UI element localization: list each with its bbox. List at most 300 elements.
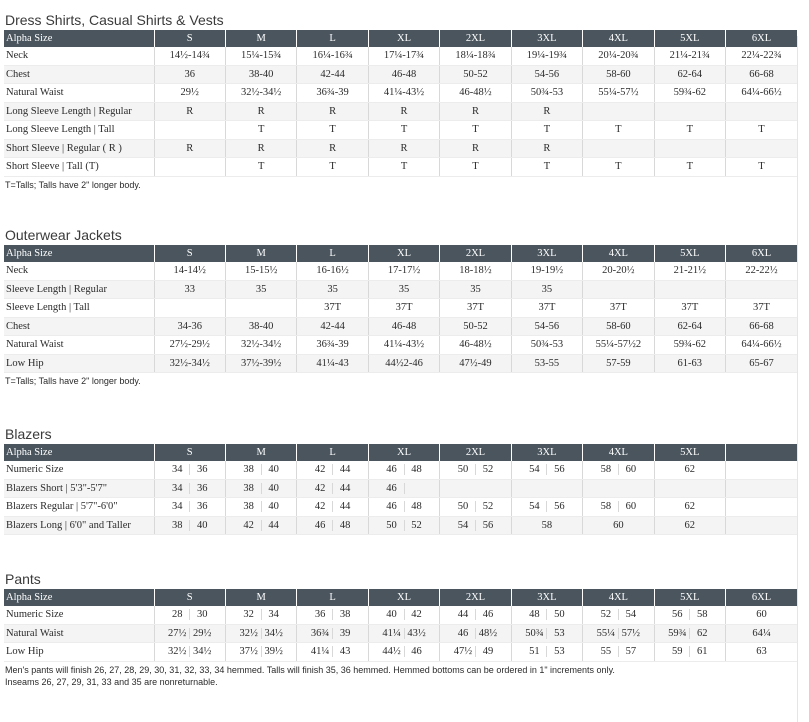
value-pair — [297, 646, 367, 657]
table-row — [4, 102, 797, 121]
value-pair — [440, 646, 510, 657]
value-pair — [155, 646, 225, 657]
size-cell: 58-60 — [583, 65, 654, 84]
value-pair — [440, 464, 510, 475]
size-header: 2XL — [440, 245, 511, 262]
size-cell: 27½-29½ — [154, 336, 225, 355]
size-cell — [511, 461, 582, 479]
size-cell: 37T — [297, 299, 368, 318]
size-cell: 36¾-39 — [297, 336, 368, 355]
cell-value: 54 — [529, 464, 540, 476]
cell-value: 60 — [613, 519, 624, 531]
table-row — [4, 65, 797, 84]
cell-value: 46 — [457, 627, 469, 639]
cell-value: 43 — [332, 646, 357, 657]
cell-value: 52 — [475, 501, 500, 512]
cell-value: 50 — [457, 501, 469, 513]
size-cell — [154, 479, 225, 498]
size-cell — [654, 461, 725, 479]
size-header: L — [297, 245, 368, 262]
size-cell — [726, 102, 798, 121]
size-cell — [297, 516, 368, 535]
cell-value: 60 — [756, 609, 767, 621]
section-title: Blazers — [5, 426, 52, 442]
size-cell — [440, 606, 511, 624]
size-cell: R — [511, 102, 582, 121]
value-pair — [583, 609, 653, 620]
value-pair — [226, 464, 296, 475]
cell-value: 44 — [332, 464, 357, 475]
table-header-row — [4, 30, 797, 47]
row-label: Natural Waist — [4, 84, 154, 103]
size-cell: 66-68 — [726, 65, 798, 84]
size-cell: 54-56 — [511, 65, 582, 84]
size-cell — [726, 606, 798, 624]
size-cell: R — [368, 102, 439, 121]
value-pair — [369, 501, 439, 512]
value-pair — [369, 628, 439, 639]
size-cell — [726, 461, 798, 479]
size-header: 2XL — [440, 30, 511, 47]
size-cell — [583, 280, 654, 299]
size-header: S — [154, 444, 225, 461]
size-cell — [654, 139, 725, 158]
size-cell: 58-60 — [583, 317, 654, 336]
cell-value: 32 — [243, 609, 254, 621]
size-header: XL — [368, 245, 439, 262]
table-row — [4, 139, 797, 158]
size-header: M — [225, 245, 296, 262]
size-cell: R — [297, 139, 368, 158]
size-cell: 66-68 — [726, 317, 798, 336]
cell-value: 58 — [600, 501, 612, 513]
size-cell: 36¾-39 — [297, 84, 368, 103]
size-cell: 50-52 — [440, 65, 511, 84]
table-row — [4, 606, 797, 624]
value-pair — [226, 501, 296, 512]
value-pair — [297, 501, 367, 512]
cell-value: 38 — [243, 501, 254, 513]
size-cell: 18-18½ — [440, 262, 511, 280]
value-pair — [155, 483, 225, 494]
pants-note-inseams: Inseams 26, 27, 29, 31, 33 and 35 are nonreturnable. — [5, 676, 218, 687]
cell-value: 34½ — [189, 646, 214, 657]
size-cell — [583, 498, 654, 517]
size-header: 3XL — [511, 30, 582, 47]
size-cell: 16¼-16¾ — [297, 47, 368, 65]
row-label: Numeric Size — [4, 606, 154, 624]
size-cell: 46-48½ — [440, 336, 511, 355]
size-cell — [583, 643, 654, 662]
size-cell — [583, 479, 654, 498]
value-pair — [226, 628, 296, 639]
size-cell: 59¾-62 — [654, 336, 725, 355]
size-cell — [154, 158, 225, 177]
cell-value: 46 — [386, 464, 397, 476]
value-pair — [226, 483, 296, 494]
size-cell: 35 — [225, 280, 296, 299]
row-label: Blazers Short | 5'3"-5'7" — [4, 479, 154, 498]
table-row — [4, 643, 797, 662]
size-cell: R — [154, 102, 225, 121]
size-cell — [225, 606, 296, 624]
value-pair — [297, 464, 367, 475]
size-cell: 44½2-46 — [368, 354, 439, 373]
size-cell: 14½-14¾ — [154, 47, 225, 65]
value-pair — [369, 483, 439, 494]
row-label: Natural Waist — [4, 624, 154, 643]
cell-value: 40 — [189, 520, 214, 531]
size-cell: 42-44 — [297, 65, 368, 84]
size-cell: 37T — [654, 299, 725, 318]
size-header: 5XL — [654, 30, 725, 47]
size-cell — [583, 461, 654, 479]
value-pair — [297, 483, 367, 494]
size-cell: 32½-34½ — [225, 336, 296, 355]
cell-value: 42 — [314, 501, 326, 513]
table-header-row — [4, 444, 797, 461]
value-pair — [655, 628, 725, 639]
size-cell — [225, 299, 296, 318]
size-cell: T — [368, 121, 439, 140]
size-header: 4XL — [583, 444, 654, 461]
cell-value: 48 — [404, 501, 429, 512]
size-cell: 62-64 — [654, 317, 725, 336]
size-cell: R — [440, 102, 511, 121]
cell-value: 39½ — [261, 646, 286, 657]
table-row — [4, 516, 797, 535]
cell-value: 50¾ — [525, 627, 544, 639]
size-cell — [368, 461, 439, 479]
pants-note: Men's pants will finish 26, 27, 28, 29, 30, 31, 32, 33, 34 hemmed. Talls will finish 35, 36 hemmed. Hemmed bottoms can be ordered in 1" increments only. — [5, 664, 615, 675]
size-cell: 55¼-57½ — [583, 84, 654, 103]
talls-note: T=Talls; Talls have 2" longer body. — [5, 376, 141, 386]
size-cell — [654, 280, 725, 299]
size-cell — [154, 461, 225, 479]
size-cell: T — [440, 121, 511, 140]
cell-value: 29½ — [189, 628, 214, 639]
table-row — [4, 158, 797, 177]
size-cell: 46-48½ — [440, 84, 511, 103]
table-row — [4, 121, 797, 140]
value-pair — [583, 646, 653, 657]
size-cell — [368, 498, 439, 517]
cell-value: 58 — [689, 609, 714, 620]
cell-value: 44 — [332, 483, 357, 494]
row-label: Low Hip — [4, 354, 154, 373]
size-cell — [511, 479, 582, 498]
value-pair — [655, 609, 725, 620]
cell-value: 34½ — [261, 628, 286, 639]
cell-value: 62 — [684, 519, 696, 531]
size-cell — [154, 299, 225, 318]
cell-value: 50 — [546, 609, 571, 620]
cell-value: 46 — [386, 501, 397, 513]
size-cell: 14-14½ — [154, 262, 225, 280]
size-cell: T — [297, 158, 368, 177]
cell-value: 56 — [672, 609, 683, 621]
size-cell — [654, 102, 725, 121]
table-row — [4, 479, 797, 498]
size-cell: 17-17½ — [368, 262, 439, 280]
cell-value: 32½ — [239, 627, 258, 639]
size-cell: 20¼-20¾ — [583, 47, 654, 65]
cell-value: 60 — [618, 501, 643, 512]
size-cell: R — [225, 139, 296, 158]
cell-value: 34 — [171, 501, 183, 513]
row-label: Blazers Long | 6'0" and Taller — [4, 516, 154, 535]
size-cell: 35 — [440, 280, 511, 299]
pants-section — [4, 569, 797, 688]
cell-value: 53 — [546, 628, 571, 639]
value-pair — [583, 628, 653, 639]
size-cell: 37T — [511, 299, 582, 318]
size-header: 3XL — [511, 589, 582, 606]
size-cell — [654, 516, 725, 535]
cell-value: 51 — [529, 646, 540, 658]
size-cell: 37T — [368, 299, 439, 318]
size-cell: R — [225, 102, 296, 121]
cell-value: 58 — [541, 519, 553, 531]
size-cell — [511, 516, 582, 535]
cell-value: 46 — [386, 482, 397, 494]
size-cell: 35 — [368, 280, 439, 299]
cell-value: 40 — [261, 464, 286, 475]
size-cell — [297, 624, 368, 643]
cell-value: 49 — [475, 646, 500, 657]
cell-value: 34 — [171, 482, 183, 494]
cell-value: 57 — [618, 646, 643, 657]
size-cell: 38-40 — [225, 65, 296, 84]
size-cell: R — [511, 139, 582, 158]
table-row — [4, 280, 797, 299]
size-header: 6XL — [726, 30, 798, 47]
cell-value: 40 — [261, 483, 286, 494]
size-cell — [583, 139, 654, 158]
size-cell — [440, 498, 511, 517]
cell-value: 36 — [314, 609, 326, 621]
size-cell: 65-67 — [726, 354, 798, 373]
size-cell: R — [368, 139, 439, 158]
size-cell: T — [726, 121, 798, 140]
size-cell — [297, 606, 368, 624]
size-header: 3XL — [511, 444, 582, 461]
cell-value: 48 — [529, 609, 540, 621]
cell-value: 44 — [457, 609, 469, 621]
size-cell: 35 — [297, 280, 368, 299]
value-pair — [297, 628, 367, 639]
size-header: S — [154, 245, 225, 262]
size-header: 4XL — [583, 245, 654, 262]
size-cell — [440, 643, 511, 662]
size-header: 6XL — [726, 589, 798, 606]
size-cell — [368, 479, 439, 498]
size-cell: T — [583, 121, 654, 140]
table-row — [4, 336, 797, 355]
size-header: M — [225, 444, 296, 461]
size-cell — [511, 643, 582, 662]
size-cell — [726, 280, 798, 299]
cell-value: 60 — [618, 464, 643, 475]
cell-value: 34 — [261, 609, 286, 620]
table-row — [4, 624, 797, 643]
size-cell: T — [654, 121, 725, 140]
cell-value: 61 — [689, 646, 714, 657]
row-label: Neck — [4, 47, 154, 65]
size-cell: 22¼-22¾ — [726, 47, 798, 65]
size-header — [726, 444, 798, 461]
size-cell — [654, 643, 725, 662]
size-cell: 46-48 — [368, 317, 439, 336]
size-cell: 19¼-19¾ — [511, 47, 582, 65]
size-cell — [225, 498, 296, 517]
value-pair — [369, 609, 439, 620]
size-header: 5XL — [654, 444, 725, 461]
row-label: Natural Waist — [4, 336, 154, 355]
size-cell — [654, 479, 725, 498]
size-header: 2XL — [440, 589, 511, 606]
size-header: M — [225, 589, 296, 606]
table-header-row — [4, 245, 797, 262]
cell-value: 44½ — [382, 646, 401, 658]
size-cell — [511, 498, 582, 517]
size-cell — [225, 461, 296, 479]
value-pair — [226, 609, 296, 620]
cell-value: 42 — [243, 519, 254, 531]
size-cell: 42-44 — [297, 317, 368, 336]
cell-value: 62 — [684, 501, 696, 513]
size-cell: T — [511, 158, 582, 177]
cell-value: 59¾ — [668, 627, 687, 639]
cell-value: 44 — [261, 520, 286, 531]
table-row — [4, 262, 797, 280]
size-cell — [583, 102, 654, 121]
value-pair — [297, 520, 367, 531]
header-label: Alpha Size — [4, 589, 154, 606]
size-cell: 41¼-43½ — [368, 84, 439, 103]
size-cell: 19-19½ — [511, 262, 582, 280]
size-header: 6XL — [726, 245, 798, 262]
size-cell — [225, 643, 296, 662]
size-cell — [583, 624, 654, 643]
size-header: 3XL — [511, 245, 582, 262]
cell-value: 52 — [404, 520, 429, 531]
size-cell: 22-22½ — [726, 262, 798, 280]
cell-value — [404, 483, 429, 494]
value-pair — [226, 646, 296, 657]
table-header-row — [4, 589, 797, 606]
cell-value: 58 — [600, 464, 612, 476]
cell-value: 48 — [404, 464, 429, 475]
cell-value: 43½ — [404, 628, 429, 639]
size-cell — [368, 606, 439, 624]
cell-value: 38 — [243, 482, 254, 494]
table-row — [4, 461, 797, 479]
outerwear-table — [4, 245, 797, 373]
size-cell — [154, 606, 225, 624]
size-cell: 16-16½ — [297, 262, 368, 280]
cell-value: 40 — [261, 501, 286, 512]
value-pair — [512, 609, 582, 620]
table-row — [4, 299, 797, 318]
cell-value: 36 — [189, 464, 214, 475]
size-cell: 50¾-53 — [511, 336, 582, 355]
size-cell — [297, 461, 368, 479]
cell-value: 52 — [600, 609, 612, 621]
value-pair — [155, 520, 225, 531]
size-cell: 46-48 — [368, 65, 439, 84]
value-pair — [440, 609, 510, 620]
row-label: Numeric Size — [4, 461, 154, 479]
size-cell: 34-36 — [154, 317, 225, 336]
blazers-table — [4, 444, 797, 535]
value-pair — [297, 609, 367, 620]
value-pair — [583, 501, 653, 512]
value-pair — [226, 520, 296, 531]
row-label: Chest — [4, 65, 154, 84]
size-cell: T — [726, 158, 798, 177]
size-cell — [368, 643, 439, 662]
cell-value: 32½ — [168, 646, 187, 658]
size-cell: 37T — [726, 299, 798, 318]
value-pair — [369, 464, 439, 475]
size-cell: R — [297, 102, 368, 121]
size-cell: 18¼-18¾ — [440, 47, 511, 65]
size-cell — [726, 139, 798, 158]
size-header: XL — [368, 589, 439, 606]
row-label: Long Sleeve Length | Tall — [4, 121, 154, 140]
size-cell — [154, 498, 225, 517]
size-cell: 57-59 — [583, 354, 654, 373]
table-row — [4, 498, 797, 517]
size-cell — [654, 606, 725, 624]
value-pair — [155, 628, 225, 639]
row-label: Blazers Regular | 5'7"-6'0" — [4, 498, 154, 517]
size-cell — [225, 624, 296, 643]
table-row — [4, 317, 797, 336]
size-cell — [154, 121, 225, 140]
size-cell: 41¼-43½ — [368, 336, 439, 355]
size-cell: 62-64 — [654, 65, 725, 84]
cell-value: 64¼ — [752, 627, 771, 639]
value-pair — [512, 464, 582, 475]
size-cell — [368, 624, 439, 643]
cell-value: 40 — [386, 609, 397, 621]
size-header: 2XL — [440, 444, 511, 461]
size-header: 4XL — [583, 30, 654, 47]
cell-value: 47½ — [453, 646, 473, 658]
talls-note: T=Talls; Talls have 2" longer body. — [5, 179, 141, 190]
cell-value: 48 — [332, 520, 357, 531]
row-label: Short Sleeve | Regular ( R ) — [4, 139, 154, 158]
size-cell: 15¼-15¾ — [225, 47, 296, 65]
size-cell: 37T — [583, 299, 654, 318]
dress-shirts-section — [4, 10, 797, 191]
size-header: 4XL — [583, 589, 654, 606]
size-cell: 33 — [154, 280, 225, 299]
cell-value: 42 — [314, 482, 326, 494]
size-cell — [654, 498, 725, 517]
size-cell: R — [440, 139, 511, 158]
size-cell: 47½-49 — [440, 354, 511, 373]
cell-value: 38 — [171, 519, 183, 531]
value-pair — [512, 646, 582, 657]
size-header: L — [297, 589, 368, 606]
size-header: S — [154, 589, 225, 606]
size-header: S — [154, 30, 225, 47]
size-cell: 32½-34½ — [225, 84, 296, 103]
size-cell: T — [297, 121, 368, 140]
